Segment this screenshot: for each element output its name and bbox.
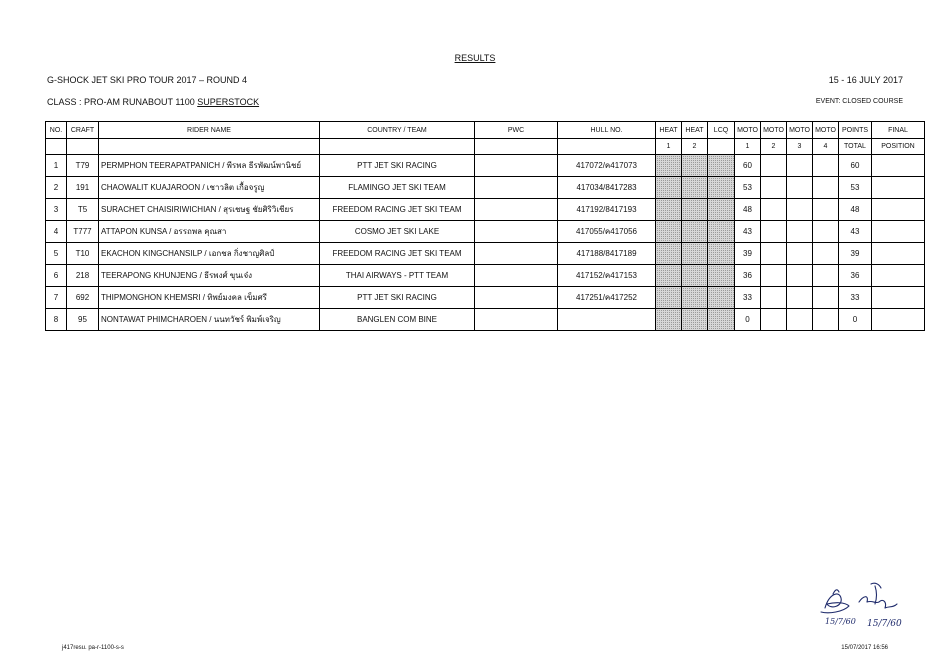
cell-points: 36 (839, 265, 872, 287)
cell-team: COSMO JET SKI LAKE (320, 221, 475, 243)
col-heat1: HEAT (656, 122, 682, 139)
footer-timestamp: 15/07/2017 16:56 (841, 645, 888, 651)
cell-final (872, 287, 925, 309)
cell-no: 5 (46, 243, 67, 265)
cell-heat2 (682, 199, 708, 221)
cell-moto1: 53 (735, 177, 761, 199)
sub-final: POSITION (872, 139, 925, 155)
cell-moto2 (761, 177, 787, 199)
cell-craft: 218 (67, 265, 99, 287)
cell-pwc (475, 221, 558, 243)
cell-no: 2 (46, 177, 67, 199)
class-line (47, 97, 259, 107)
cell-moto4 (813, 177, 839, 199)
cell-moto3 (787, 287, 813, 309)
cell-lcq (708, 287, 735, 309)
cell-hull (558, 309, 656, 331)
handwritten-signature (815, 572, 910, 632)
cell-moto2 (761, 243, 787, 265)
cell-craft: T10 (67, 243, 99, 265)
cell-moto2 (761, 155, 787, 177)
col-no: NO. (46, 122, 67, 139)
cell-final (872, 199, 925, 221)
cell-no: 4 (46, 221, 67, 243)
cell-moto3 (787, 309, 813, 331)
col-lcq: LCQ (708, 122, 735, 139)
col-moto4: MOTO (813, 122, 839, 139)
cell-heat1 (656, 309, 682, 331)
cell-moto3 (787, 265, 813, 287)
table-row (46, 309, 925, 331)
cell-no: 1 (46, 155, 67, 177)
cell-heat1 (656, 177, 682, 199)
cell-team: FREEDOM RACING JET SKI TEAM (320, 199, 475, 221)
sub-rider (99, 139, 320, 155)
cell-team: PTT JET SKI RACING (320, 287, 475, 309)
col-hull: HULL NO. (558, 122, 656, 139)
signature-date-2: 15/7/60 (867, 619, 902, 629)
results-title: RESULTS (454, 53, 496, 63)
cell-lcq (708, 199, 735, 221)
cell-no: 6 (46, 265, 67, 287)
cell-lcq (708, 221, 735, 243)
cell-moto4 (813, 199, 839, 221)
cell-heat2 (682, 177, 708, 199)
sub-lcq (708, 139, 735, 155)
cell-moto4 (813, 287, 839, 309)
cell-lcq (708, 177, 735, 199)
cell-heat1 (656, 287, 682, 309)
cell-moto1: 60 (735, 155, 761, 177)
cell-pwc (475, 177, 558, 199)
cell-moto2 (761, 309, 787, 331)
cell-points: 39 (839, 243, 872, 265)
cell-lcq (708, 309, 735, 331)
cell-lcq (708, 155, 735, 177)
cell-rider: NONTAWAT PHIMCHAROEN / นนทวัชร์ พิมพ์เจริญ (99, 309, 320, 331)
cell-moto2 (761, 221, 787, 243)
cell-moto3 (787, 221, 813, 243)
cell-moto1: 43 (735, 221, 761, 243)
cell-moto1: 48 (735, 199, 761, 221)
sub-craft (67, 139, 99, 155)
cell-team: FLAMINGO JET SKI TEAM (320, 177, 475, 199)
cell-rider: SURACHET CHAISIRIWICHIAN / สุรเชษฐ ชัยศิริวิเชียร (99, 199, 320, 221)
sub-team (320, 139, 475, 155)
cell-heat2 (682, 243, 708, 265)
cell-final (872, 309, 925, 331)
sub-moto3: 3 (787, 139, 813, 155)
class-label: CLASS : PRO-AM RUNABOUT 1100 (47, 97, 198, 107)
header-row (46, 122, 925, 139)
cell-moto3 (787, 177, 813, 199)
cell-pwc (475, 155, 558, 177)
cell-final (872, 155, 925, 177)
cell-team: BANGLEN COM BINE (320, 309, 475, 331)
cell-rider: THIPMONGHON KHEMSRI / ทิพย์มงคล เข็มศรี (99, 287, 320, 309)
cell-lcq (708, 265, 735, 287)
cell-moto1: 0 (735, 309, 761, 331)
cell-team: FREEDOM RACING JET SKI TEAM (320, 243, 475, 265)
cell-no: 3 (46, 199, 67, 221)
cell-points: 48 (839, 199, 872, 221)
col-points: POINTS (839, 122, 872, 139)
cell-moto4 (813, 309, 839, 331)
cell-final (872, 265, 925, 287)
cell-heat2 (682, 221, 708, 243)
results-table (45, 121, 925, 331)
sub-moto4: 4 (813, 139, 839, 155)
cell-rider: EKACHON KINGCHANSILP / เอกชล กิ่งชาญศิลป์ (99, 243, 320, 265)
cell-craft: 95 (67, 309, 99, 331)
cell-pwc (475, 265, 558, 287)
cell-heat2 (682, 309, 708, 331)
table-row (46, 177, 925, 199)
cell-moto4 (813, 155, 839, 177)
event-name: G-SHOCK JET SKI PRO TOUR 2017 – ROUND 4 (47, 75, 248, 85)
col-craft: CRAFT (67, 122, 99, 139)
cell-moto2 (761, 199, 787, 221)
cell-moto1: 33 (735, 287, 761, 309)
col-moto1: MOTO (735, 122, 761, 139)
class-emphasis: SUPERSTOCK (197, 97, 260, 107)
col-moto2: MOTO (761, 122, 787, 139)
cell-points: 0 (839, 309, 872, 331)
table-row (46, 265, 925, 287)
cell-rider: PERMPHON TEERAPATPANICH / พีรพล ธีรพัฒน์พานิชย์ (99, 155, 320, 177)
cell-final (872, 177, 925, 199)
table-row (46, 287, 925, 309)
table-row (46, 155, 925, 177)
cell-craft: T79 (67, 155, 99, 177)
cell-points: 53 (839, 177, 872, 199)
cell-heat1 (656, 265, 682, 287)
cell-no: 8 (46, 309, 67, 331)
cell-points: 43 (839, 221, 872, 243)
cell-pwc (475, 243, 558, 265)
cell-craft: T5 (67, 199, 99, 221)
cell-hull: 417055/ค417056 (558, 221, 656, 243)
sub-hull (558, 139, 656, 155)
cell-pwc (475, 287, 558, 309)
cell-moto3 (787, 199, 813, 221)
cell-team: PTT JET SKI RACING (320, 155, 475, 177)
cell-craft: 191 (67, 177, 99, 199)
cell-hull: 417034/8417283 (558, 177, 656, 199)
cell-heat1 (656, 221, 682, 243)
cell-moto1: 39 (735, 243, 761, 265)
cell-final (872, 243, 925, 265)
sub-points: TOTAL (839, 139, 872, 155)
cell-rider: TEERAPONG KHUNJENG / ธีรพงศ์ ขุนเจ๋ง (99, 265, 320, 287)
cell-points: 33 (839, 287, 872, 309)
cell-moto1: 36 (735, 265, 761, 287)
cell-hull: 417192/8417193 (558, 199, 656, 221)
col-final: FINAL (872, 122, 925, 139)
event-dates: 15 - 16 JULY 2017 (828, 75, 903, 85)
cell-heat2 (682, 155, 708, 177)
cell-moto4 (813, 221, 839, 243)
cell-moto3 (787, 155, 813, 177)
subheader-row (46, 139, 925, 155)
cell-moto2 (761, 265, 787, 287)
cell-pwc (475, 199, 558, 221)
cell-moto3 (787, 243, 813, 265)
col-heat2: HEAT (682, 122, 708, 139)
col-team: COUNTRY / TEAM (320, 122, 475, 139)
cell-rider: CHAOWALIT KUAJAROON / เชาวลิต เกื้อจรูญ (99, 177, 320, 199)
sub-moto1: 1 (735, 139, 761, 155)
cell-hull: 417188/8417189 (558, 243, 656, 265)
sub-heat1: 1 (656, 139, 682, 155)
cell-heat1 (656, 243, 682, 265)
sub-no (46, 139, 67, 155)
cell-points: 60 (839, 155, 872, 177)
cell-hull: 417152/ค417153 (558, 265, 656, 287)
cell-craft: T777 (67, 221, 99, 243)
cell-hull: 417251/ค417252 (558, 287, 656, 309)
table-row (46, 243, 925, 265)
signature-date-1: 15/7/60 (825, 617, 856, 626)
cell-heat2 (682, 265, 708, 287)
footer-filename: j417resu. pa-r-1100-s-s (62, 645, 124, 651)
cell-moto4 (813, 265, 839, 287)
col-moto3: MOTO (787, 122, 813, 139)
cell-moto2 (761, 287, 787, 309)
sub-pwc (475, 139, 558, 155)
event-type: EVENT: CLOSED COURSE (815, 98, 903, 105)
sub-heat2: 2 (682, 139, 708, 155)
sub-moto2: 2 (761, 139, 787, 155)
cell-rider: ATTAPON KUNSA / อรรถพล คุณสา (99, 221, 320, 243)
table-row (46, 199, 925, 221)
col-pwc: PWC (475, 122, 558, 139)
cell-heat1 (656, 199, 682, 221)
table-row (46, 221, 925, 243)
cell-final (872, 221, 925, 243)
cell-moto4 (813, 243, 839, 265)
cell-pwc (475, 309, 558, 331)
cell-craft: 692 (67, 287, 99, 309)
col-rider: RIDER NAME (99, 122, 320, 139)
cell-lcq (708, 243, 735, 265)
cell-heat2 (682, 287, 708, 309)
cell-hull: 417072/ค417073 (558, 155, 656, 177)
cell-heat1 (656, 155, 682, 177)
cell-team: THAI AIRWAYS - PTT TEAM (320, 265, 475, 287)
cell-no: 7 (46, 287, 67, 309)
